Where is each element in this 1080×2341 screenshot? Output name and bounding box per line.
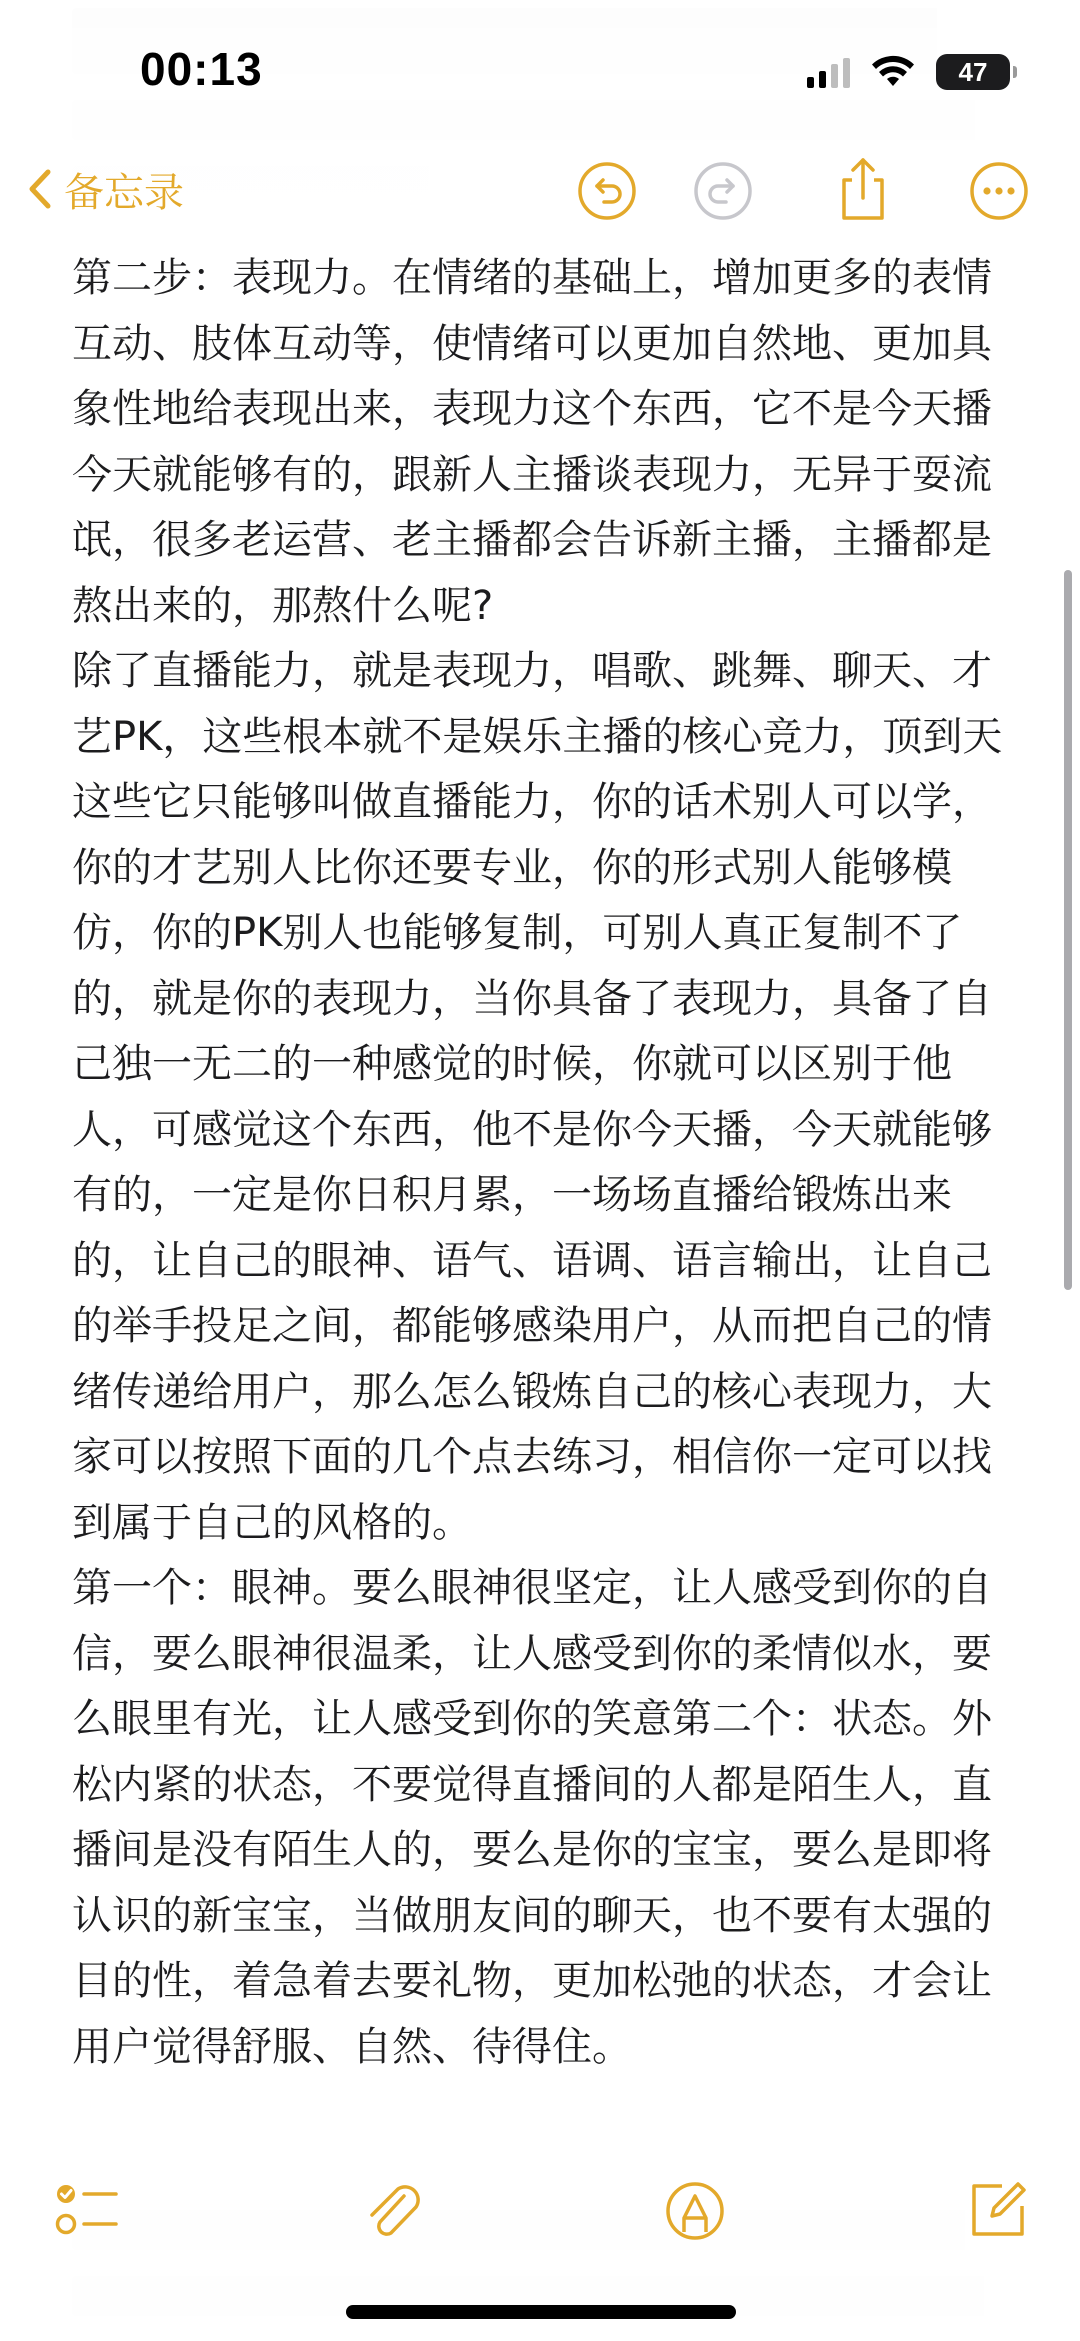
- share-icon[interactable]: [832, 156, 894, 222]
- chevron-left-icon: [26, 168, 52, 210]
- paperclip-icon[interactable]: [358, 2176, 428, 2246]
- home-indicator[interactable]: [346, 2305, 736, 2319]
- back-button[interactable]: [26, 158, 184, 220]
- back-label: 备忘录: [64, 169, 184, 216]
- undo-icon[interactable]: [576, 160, 638, 222]
- note-paragraph: 第一个：眼神。要么眼神很坚定，让人感受到你的自信，要么眼神很温柔，让人感受到你的柔情似水，要么眼里有光，让人感受到你的笑意第二个：状态。外松内紧的状态，不要觉得直播间的人都是陌生人，直播间是没有陌生人的，要么是你的宝宝，要么是即将认识的新宝宝，当做朋友间的聊天，也不要有太强的目的性，着急着去要礼物，更加松弛的状态，才会让用户觉得舒服、自然、待得住。: [72, 1565, 992, 2070]
- note-paragraph: 除了直播能力，就是表现力，唱歌、跳舞、聊天、才艺PK，这些根本就不是娱乐主播的核心竞力，顶到天这些它只能够叫做直播能力，你的话术别人可以学，你的才艺别人比你还要专业，你的形式别人能够模仿，你的PK别人也能够复制，可别人真正复制不了的，就是你的表现力，当你具备了表现力，具备了自己独一无二的一种感觉的时候，你就可以区别于他人，可感觉这个东西，他不是你今天播，今天就能够有的，一定是你日积月累，一场场直播给锻炼出来的，让自己的眼神、语气、语调、语言输出，让自己的举手投足之间，都能够感染用户，从而把自己的情绪传递给用户，那么怎么锻炼自己的核心表现力，大家可以按照下面的几个点去练习，相信你一定可以找到属于自己的风格的。: [72, 648, 1003, 1546]
- redo-icon[interactable]: [692, 160, 754, 222]
- markup-pen-icon[interactable]: [660, 2176, 730, 2246]
- status-time: 00:13: [140, 43, 263, 95]
- cellular-signal-icon: [807, 56, 850, 88]
- battery-icon: 47: [936, 54, 1010, 90]
- wifi-icon: [870, 55, 916, 89]
- note-paragraph: 第二步：表现力。在情绪的基础上，增加更多的表情互动、肢体互动等，使情绪可以更加自然地、更加具象性地给表现出来，表现力这个东西，它不是今天播今天就能够有的，跟新人主播谈表现力，无异于耍流氓，很多老运营、老主播都会告诉新主播，主播都是熬出来的，那熬什么呢?: [72, 255, 992, 629]
- status-icons: [807, 52, 1010, 92]
- note-body[interactable]: [72, 246, 1012, 2080]
- checklist-icon[interactable]: [52, 2176, 122, 2246]
- compose-icon[interactable]: [962, 2176, 1032, 2246]
- scroll-indicator[interactable]: [1064, 570, 1072, 1290]
- more-icon[interactable]: [968, 160, 1030, 222]
